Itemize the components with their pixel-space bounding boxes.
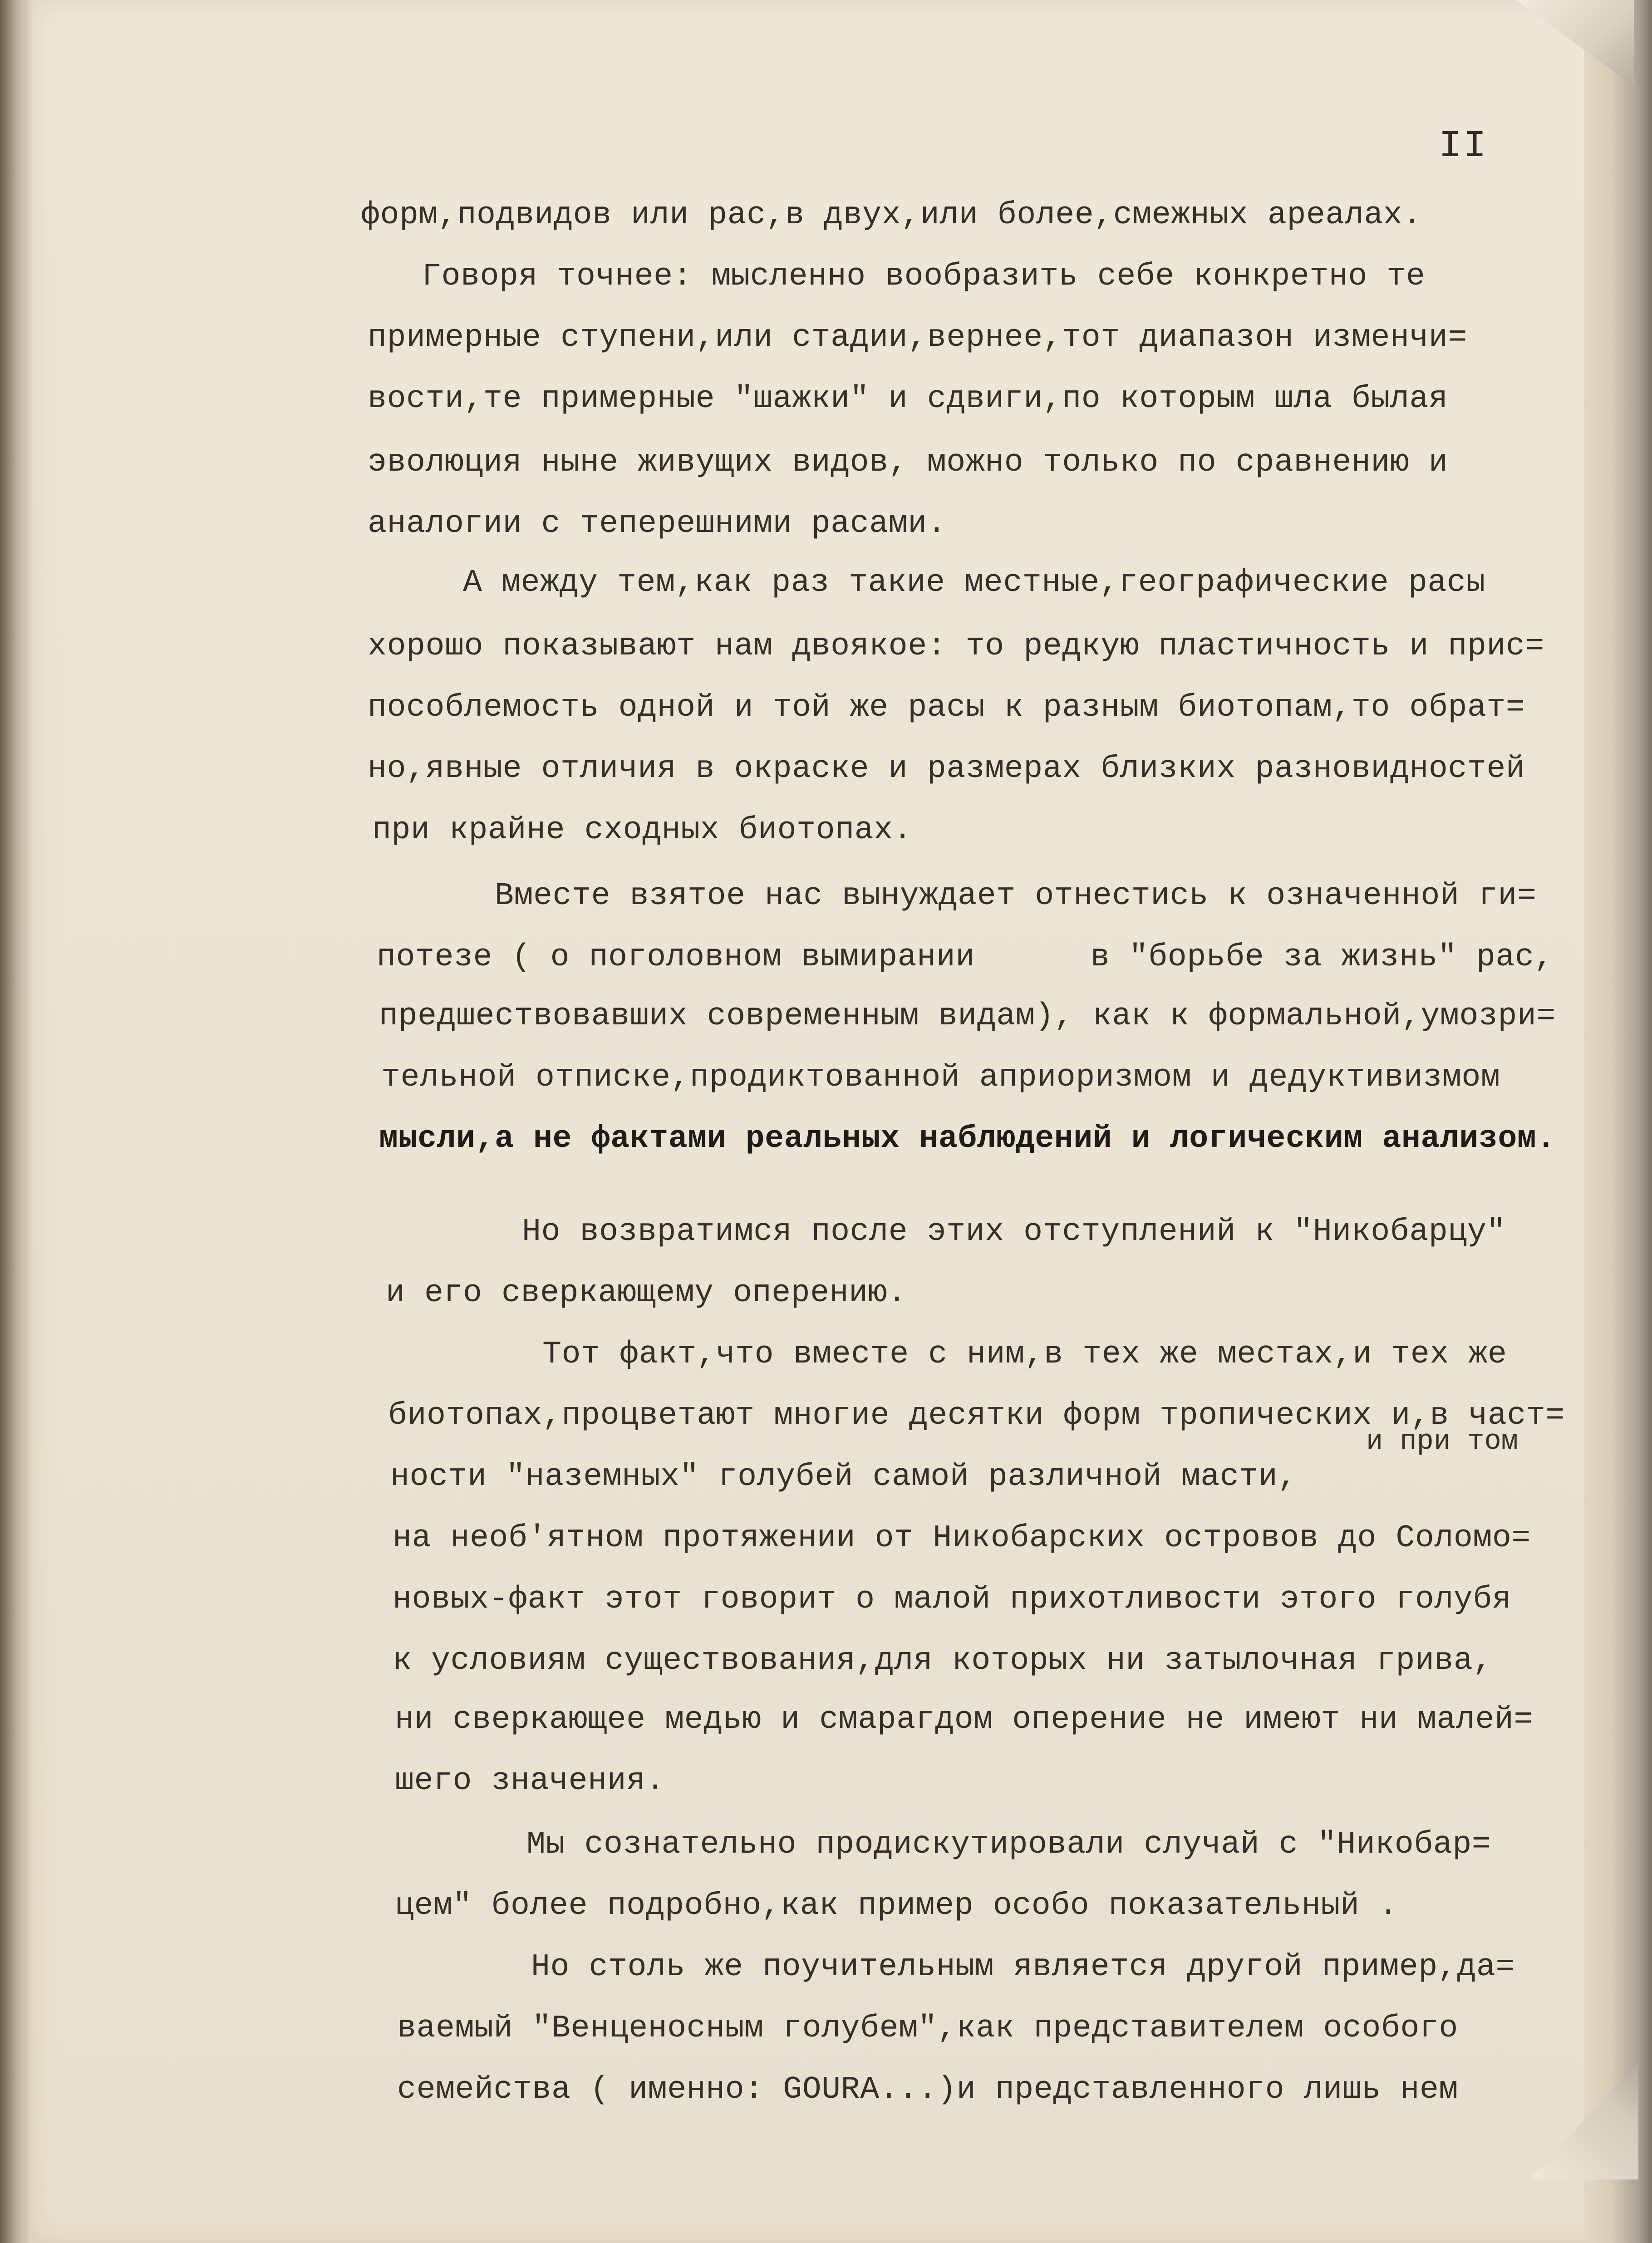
text-line: Вместе взятое нас вынуждает отнестись к означенной ги= bbox=[495, 878, 1537, 914]
text-line: Тот факт,что вместе с ним,в тех же местах,и тех же bbox=[542, 1337, 1507, 1372]
text-line: и его сверкающему оперению. bbox=[386, 1275, 907, 1311]
text-line: хорошо показывают нам двоякое: то редкую пластичность и прис= bbox=[368, 629, 1544, 664]
text-line: предшествовавших современным видам), как к формальной,умозри= bbox=[379, 999, 1556, 1034]
page-number: II bbox=[1439, 125, 1488, 168]
text-line: эволюция ныне живущих видов, можно только по сравнению и bbox=[368, 445, 1448, 481]
text-line: потезе ( о поголовном вымирании в "борьбе за жизнь" рас, bbox=[377, 940, 1554, 975]
text-line: Говоря точнее: мысленно вообразить себе конкретно те bbox=[422, 259, 1426, 295]
text-line: биотопах,процветают многие десятки форм тропических и,в част= bbox=[388, 1398, 1565, 1434]
text-line: при крайне сходных биотопах. bbox=[372, 812, 913, 848]
text-line: шего значения. bbox=[395, 1763, 665, 1799]
text-line: ности "наземных" голубей самой различной масти, bbox=[390, 1459, 1297, 1495]
text-line: семейства ( именно: GOURA...)и представленного лишь нем bbox=[397, 2072, 1458, 2108]
text-line: пособлемость одной и той же расы к разным биотопам,то обрат= bbox=[368, 690, 1525, 726]
text-line: Мы сознательно продискутировали случай с "Никобар= bbox=[526, 1827, 1491, 1863]
text-line: цем" более подробно,как пример особо показательный . bbox=[395, 1888, 1398, 1924]
text-line: ваемый "Венценосным голубем",как представителем особого bbox=[397, 2011, 1458, 2046]
text-line: к условиям существования,для которых ни затылочная грива, bbox=[393, 1643, 1492, 1679]
text-line: мысли,а не фактами реальных наблюдений и логическим анализом. bbox=[379, 1121, 1556, 1157]
text-line: Но возвратимся после этих отступлений к "Никобарцу" bbox=[522, 1214, 1506, 1250]
text-line: вости,те примерные "шажки" и сдвиги,по которым шла былая bbox=[368, 381, 1448, 417]
text-line: новых-факт этот говорит о малой прихотливости этого голубя bbox=[393, 1582, 1512, 1618]
text-line: А между тем,как раз такие местные,географические расы bbox=[463, 565, 1485, 601]
text-line: примерные ступени,или стадии,вернее,тот диапазон изменчи= bbox=[368, 320, 1467, 356]
text-line: ни сверкающее медью и смарагдом оперение не имеют ни малей= bbox=[395, 1702, 1533, 1738]
text-line: на необ'ятном протяжении от Никобарских островов до Соломо= bbox=[393, 1520, 1531, 1556]
text-line: форм,подвидов или рас,в двух,или более,смежных ареалах. bbox=[361, 197, 1422, 233]
text-line: но,явные отличия в окраске и размерах близких разновидностей bbox=[368, 751, 1525, 787]
text-line: тельной отписке,продиктованной априоризмом и дедуктивизмом bbox=[381, 1060, 1500, 1096]
text-line: Но столь же поучительным является другой пример,да= bbox=[531, 1949, 1515, 1985]
text-line: аналогии с теперешними расами. bbox=[368, 506, 947, 542]
interlinear-insertion: и при том bbox=[1366, 1425, 1518, 1457]
